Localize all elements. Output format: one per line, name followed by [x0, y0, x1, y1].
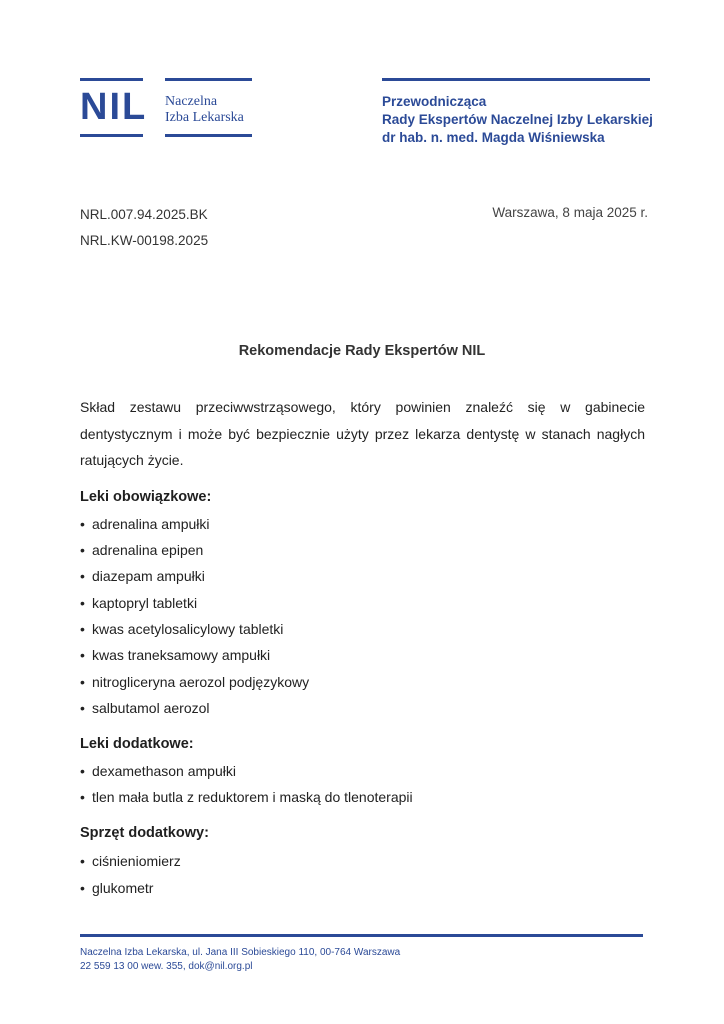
bullet-icon: •	[80, 674, 85, 690]
document-date: Warszawa, 8 maja 2025 r.	[492, 205, 648, 220]
list-item	[80, 700, 210, 716]
list-item-label: kwas traneksamowy ampułki	[92, 647, 271, 663]
nil-logo: NIL	[80, 86, 148, 128]
footer-address: Naczelna Izba Lekarska, ul. Jana III Sobieskiego 110, 00-764 Warszawa	[80, 947, 401, 958]
footer-phone-email: 22 559 13 00 wew. 355, dok@nil.org.pl	[80, 961, 253, 972]
list-item-label: kaptopryl tabletki	[92, 595, 198, 611]
list-item-label: adrenalina ampułki	[92, 516, 210, 532]
list-item-label: adrenalina epipen	[92, 542, 204, 558]
document-title: Rekomendacje Rady Ekspertów NIL	[238, 343, 486, 359]
list-item-label: salbutamol aerozol	[92, 700, 210, 716]
reference-number-1: NRL.007.94.2025.BK	[80, 207, 208, 222]
footer-rule	[80, 934, 643, 937]
org-name-line1: Naczelna	[165, 94, 218, 109]
list-item	[80, 647, 270, 663]
bullet-icon: •	[80, 789, 85, 805]
sender-council: Rady Ekspertów Naczelnej Izby Lekarskiej	[382, 112, 653, 127]
intro-paragraph: Skład zestawu przeciwwstrząsowego, który powinien znaleźć się w gabinecie dentystycznym i może być bezpiecznie użyty przez lekarza dentystę w stanach nagłych ratujących życie.	[80, 399, 645, 468]
section-heading-additional-drugs: Leki dodatkowe:	[80, 736, 194, 752]
section-heading-mandatory: Leki obowiązkowe:	[80, 489, 212, 505]
list-item-label: kwas acetylosalicylowy tabletki	[92, 621, 284, 637]
bullet-icon: •	[80, 647, 85, 663]
list-item-label: nitrogliceryna aerozol podjęzykowy	[92, 674, 310, 690]
footer-contact	[80, 946, 400, 974]
bullet-icon: •	[80, 763, 85, 779]
logo-underline-middle	[165, 134, 252, 137]
sender-role: Przewodnicząca	[382, 94, 487, 109]
bullet-icon: •	[80, 595, 85, 611]
bullet-icon: •	[80, 542, 85, 558]
header-rule-right	[382, 78, 650, 81]
list-item	[80, 674, 309, 690]
list-item-label: tlen mała butla z reduktorem i maską do tlenoterapii	[92, 789, 413, 805]
list-item-label: ciśnieniomierz	[92, 853, 181, 869]
bullet-icon: •	[80, 516, 85, 532]
list-item	[80, 763, 236, 779]
reference-number-2: NRL.KW-00198.2025	[80, 233, 209, 248]
list-item	[80, 542, 203, 558]
sender-block	[382, 93, 653, 147]
bullet-icon: •	[80, 880, 85, 896]
list-item	[80, 621, 283, 637]
list-item	[80, 880, 153, 896]
list-item	[80, 516, 210, 532]
bullet-icon: •	[80, 568, 85, 584]
header-rule-left	[80, 78, 143, 81]
list-item-label: dexamethason ampułki	[92, 763, 236, 779]
list-item	[80, 789, 413, 805]
bullet-icon: •	[80, 700, 85, 716]
list-item	[80, 853, 181, 869]
logo-underline-left	[80, 134, 143, 137]
list-item-label: diazepam ampułki	[92, 568, 205, 584]
org-name	[165, 94, 244, 126]
org-name-line2: Izba Lekarska	[165, 110, 244, 125]
list-item	[80, 568, 205, 584]
list-item-label: glukometr	[92, 880, 154, 896]
header-rule-middle	[165, 78, 252, 81]
section-heading-additional-equipment: Sprzęt dodatkowy:	[80, 825, 209, 841]
bullet-icon: •	[80, 621, 85, 637]
bullet-icon: •	[80, 853, 85, 869]
sender-name: dr hab. n. med. Magda Wiśniewska	[382, 130, 605, 145]
list-item	[80, 595, 197, 611]
